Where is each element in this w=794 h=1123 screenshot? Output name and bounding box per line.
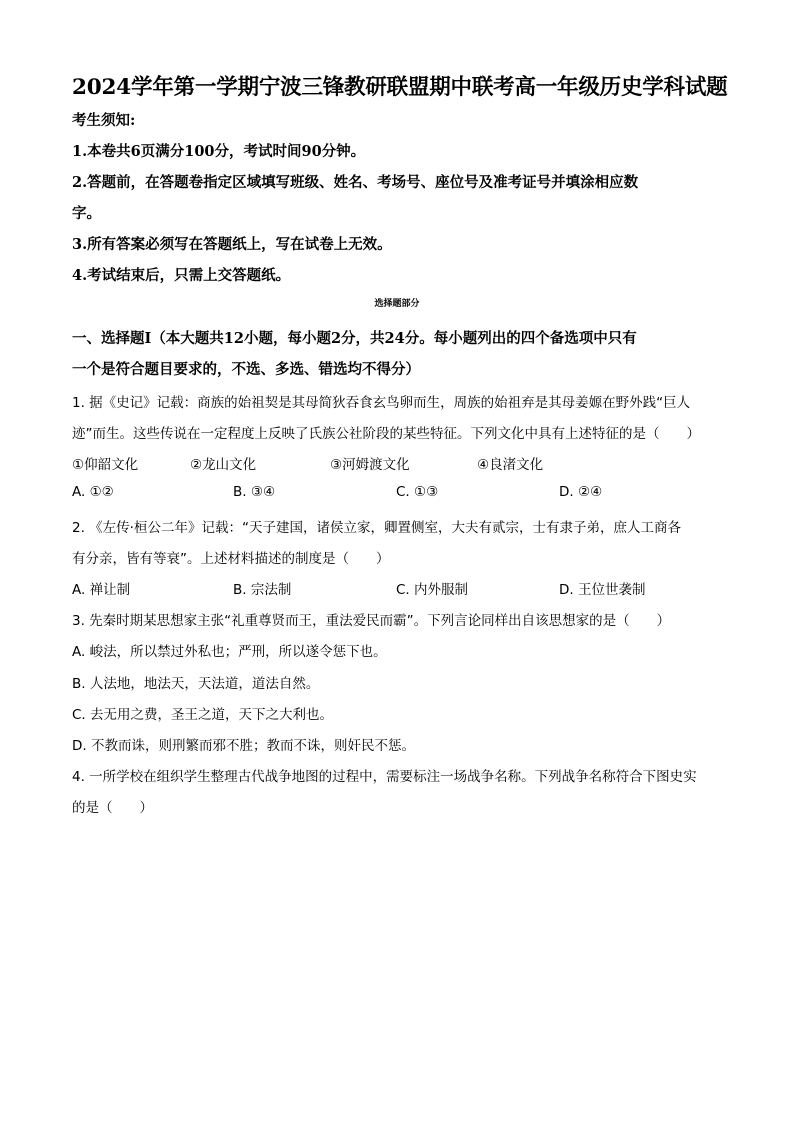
- question-1-item: ①仰韶文化: [72, 457, 139, 473]
- question-1-option-a: A. ①②: [72, 484, 114, 500]
- notice-item: 字。: [72, 205, 101, 222]
- question-4-text: 的是（ ）: [72, 800, 153, 816]
- question-1-item: ②龙山文化: [190, 457, 257, 473]
- notice-heading: 考生须知:: [72, 112, 136, 129]
- question-1-option-c: C. ①③: [396, 484, 439, 500]
- section-instructions: 一、选择题Ⅰ（本大题共12小题，每小题2分，共24分。每小题列出的四个备选项中只有: [72, 330, 637, 347]
- notice-item: 4.考试结束后，只需上交答题纸。: [72, 267, 291, 284]
- question-1-item: ③河姆渡文化: [330, 457, 410, 473]
- question-1-option-d: D. ②④: [559, 484, 603, 500]
- question-2-option-c: C. 内外服制: [396, 582, 469, 598]
- question-3-option-d: D. 不教而诛，则刑繁而邪不胜；教而不诛，则奸民不惩。: [72, 738, 415, 754]
- question-3-option-a: A. 峻法，所以禁过外私也；严刑，所以遂令惩下也。: [72, 644, 387, 660]
- question-2-text: 2. 《左传·桓公二年》记载：“天子建国，诸侯立家，卿置侧室，大夫有贰宗，士有隶子弟，庶人工商各: [72, 520, 681, 536]
- notice-item: 1.本卷共6页满分100分，考试时间90分钟。: [72, 143, 366, 160]
- question-1-option-b: B. ③④: [233, 484, 276, 500]
- exam-title: 2024学年第一学期宁波三锋教研联盟期中联考高一年级历史学科试题: [72, 75, 728, 100]
- notice-item: 3.所有答案必须写在答题纸上，写在试卷上无效。: [72, 236, 392, 253]
- question-1-text: 1. 据《史记》记载：商族的始祖契是其母简狄吞食玄鸟卵而生，周族的始祖弃是其母姜嫄在野外践“巨人: [72, 395, 691, 411]
- question-2-option-b: B. 宗法制: [233, 582, 292, 598]
- question-3-option-b: B. 人法地，地法天，天法道，道法自然。: [72, 676, 320, 692]
- notice-item: 2.答题前，在答题卷指定区域填写班级、姓名、考场号、座位号及准考证号并填涂相应数: [72, 174, 639, 191]
- question-2-option-a: A. 禅让制: [72, 582, 131, 598]
- question-1-text: 迹”而生。这些传说在一定程度上反映了氏族公社阶段的某些特征。下列文化中具有上述特征的是（ ）: [72, 426, 700, 442]
- question-3-option-c: C. 去无用之费，圣王之道，天下之大利也。: [72, 707, 334, 723]
- section-instructions: 一个是符合题目要求的，不选、多选、错选均不得分）: [72, 361, 420, 378]
- question-2-text: 有分亲，皆有等衰”。上述材料描述的制度是（ ）: [72, 551, 390, 567]
- section-heading: 选择题部分: [374, 299, 420, 309]
- question-2-option-d: D. 王位世袭制: [559, 582, 646, 598]
- question-4-text: 4. 一所学校在组织学生整理古代战争地图的过程中，需要标注一场战争名称。下列战争名称符合下图史实: [72, 769, 697, 785]
- question-1-item: ④良渚文化: [477, 457, 544, 473]
- question-3-text: 3. 先秦时期某思想家主张“礼重尊贤而王，重法爱民而霸”。下列言论同样出自该思想家的是（ ）: [72, 613, 671, 629]
